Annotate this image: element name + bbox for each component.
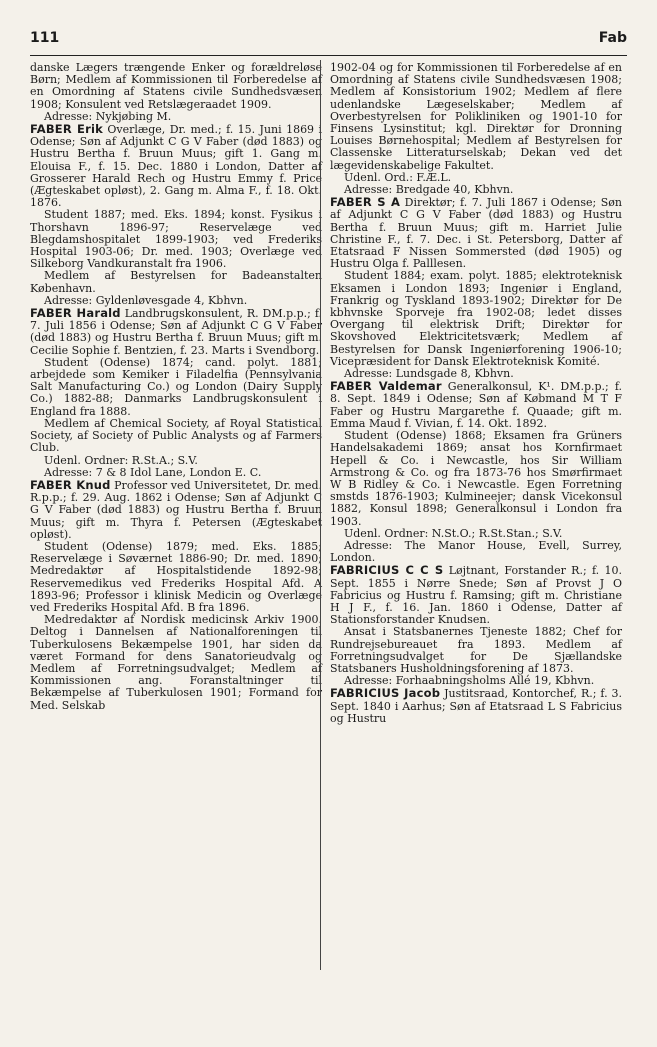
entry-paragraph: Student (Odense) 1868; Eksamen fra Grüners Handelsakademi 1869; ansat hos Kornfirmaet Hepell & Co. i Newcastle, hos Sir William Armstrong & Co. og fra 1873-76 hos Smørfirmaet W B Ridley & Co. i Newcastle. Egen Forretning smstds 1876-1903; Kulmineejer; dansk Vicekonsul 1882, Konsul 1898; Generalkonsul i London fra 1903.	[330, 429, 622, 528]
address-line: Adresse: The Manor House, Evell, Surrey, London.	[330, 538, 622, 565]
entry-name: FABRICIUS Jacob	[330, 686, 441, 701]
address-line: Adresse: Gyldenløvesgade 4, Kbhvn.	[44, 293, 248, 307]
entry-paragraph: danske Lægers trængende Enker og forældreløse Børn; Medlem af Kommissionen til Forberedelse af en Omordning af Statens civile Sundhedsvæsen 1908; Konsulent ved Retslægeraadet 1909.	[30, 61, 322, 111]
address-line: Adresse: Nykjøbing M.	[44, 109, 172, 123]
entry-paragraph: Student (Odense) 1879; med. Eks. 1885; Reservelæge i Søværnet 1886-90; Dr. med. 1890; Medredaktør af Hospitalstidende 1892-98; Reservemedikus ved Frederiks Hospital Afd. A 1893-96; Professor i klinisk Medicin og Overlæge ved Frederiks Hospital Afd. B fra 1896.	[30, 539, 322, 614]
entry-paragraph: 1902-04 og for Kommissionen til Forberedelse af en Omordning af Statens civile Sundhedsvæsen 1908; Medlem af Konsistorium 1902; Medlem af flere udenlandske Lægeselskaber; Medlem af Overbestyrelsen for Polikliniken og 1901-10 for Finsens Lysinstitut; kgl. Direktør for Dronning Louises Børnehospital; Medlem af Bestyrelsen for Classenske Litteraturselskab; Dekan ved det lægevidenskabelige Fakultet.	[330, 61, 622, 172]
address-line: Udenl. Ordner: R.St.A.; S.V.	[44, 453, 198, 467]
entry-paragraph: Student 1884; exam. polyt. 1885; elektroteknisk Eksamen i London 1893; Ingeniør i England, Frankrig og Tyskland 1893-1902; Direktør for De kbhvnske Sporveje fra 1902-08; ledet disses Overgang til elektrisk Drift; Direktør for Skovshoved Elektricitetsværk; Medlem af Bestyrelsen for Dansk Ingeniørforening 1906-10; Vicepræsident for Dansk Elektroteknisk Komité.	[330, 269, 622, 368]
address-line: Udenl. Ord.: F.Æ.L.	[344, 170, 452, 184]
entry-paragraph: FABER Erik Overlæge, Dr. med.; f. 15. Juni 1869 i Odense; Søn af Adjunkt C G V Faber (død 1883) og Hustru Bertha f. Bruun Muus; gift 1. Gang m. Elouisa F., f. 15. Dec. 1880 i London, Datter af Grosserer Harald Rech og Hustru Emmy f. Price (Ægteskabet opløst), 2. Gang m. Alma F., f. 18. Okt. 1876.	[30, 122, 322, 210]
page-number: 111	[30, 30, 60, 46]
entry-paragraph: FABER Knud Professor ved Universitetet, Dr. med. R.p.p.; f. 29. Aug. 1862 i Odense; Søn af Adjunkt C G V Faber (død 1883) og Hustru Bertha f. Bruun Muus; gift m. Thyra f. Petersen (Ægteskabet opløst).	[30, 477, 322, 541]
address-line: Adresse: Bredgade 40, Kbhvn.	[344, 183, 514, 197]
entry-paragraph: FABRICIUS C C S Løjtnant, Forstander R.; f. 10. Sept. 1855 i Nørre Snede; Søn af Provst J O Fabricius og Hustru f. Ramsing; gift m. Christiane H J F., f. 16. Jan. 1860 i Odense, Datter af Stationsforstander Knudsen.	[330, 563, 622, 627]
left-column	[30, 62, 322, 712]
entry-paragraph: FABRICIUS Jacob Justitsraad, Kontorchef, R.; f. 3. Sept. 1840 i Aarhus; Søn af Etatsraad L S Fabricius og Hustru	[330, 686, 623, 725]
entry-name: FABER Erik	[30, 122, 103, 137]
entry-paragraph: FABER Valdemar Generalkonsul, K¹. DM.p.p.; f. 8. Sept. 1849 i Odense; Søn af Købmand M T F Faber og Hustru Margarethe f. Quaade; gift m. Emma Maud f. Vivian, f. 14. Okt. 1892.	[330, 379, 623, 430]
entry-name: FABER S A	[330, 195, 401, 210]
entry-paragraph: Medredaktør af Nordisk medicinsk Arkiv 1900. Deltog i Dannelsen af Nationalforeningen til Tuberkulosens Bekæmpelse 1901, har siden da været Formand for dens Sanatorieudvalg og Medlem af Forretningsudvalget; Medlem af Kommissionen ang. Foranstaltninger til Bekæmpelse af Tuberkulosen 1901; Formand for Med. Selskab	[30, 613, 322, 712]
entry-paragraph: FABER Harald Landbrugskonsulent, R. DM.p.p.; f. 7. Juli 1856 i Odense; Søn af Adjunkt C G V Faber (død 1883) og Hustru Bertha f. Bruun Muus; gift m. Cecilie Sophie f. Bentzien, f. 23. Marts i Svendborg.	[30, 306, 322, 357]
entry-paragraph: Ansat i Statsbanernes Tjeneste 1882; Chef for Rundrejsebureauet fra 1893. Medlem af Forretningsudvalget for De Sjællandske Statsbaners Husholdningsforening af 1873.	[330, 625, 622, 675]
running-title: Fab	[598, 30, 627, 46]
entry-paragraph: Medlem af Bestyrelsen for Badeanstalten København.	[30, 269, 322, 295]
entry-paragraph: FABER S A Direktør; f. 7. Juli 1867 i Odense; Søn af Adjunkt C G V Faber (død 1883) og Hustru Bertha f. Bruun Muus; gift m. Harriet Julie Christine F., f. 7. Dec. i St. Petersborg, Datter af Etatsraad F Nissen Sommersted (død 1905) og Hustru Olga f. Palllesen.	[330, 195, 622, 271]
header-rule	[30, 55, 627, 56]
address-line: Udenl. Ordner: N.St.O.; R.St.Stan.; S.V.	[344, 526, 563, 540]
entry-name: FABER Valdemar	[330, 379, 442, 394]
right-column	[330, 62, 622, 725]
column-divider	[320, 60, 321, 970]
address-line: Adresse: 7 & 8 Idol Lane, London E. C.	[44, 465, 262, 479]
entry-paragraph: Student (Odense) 1874; cand. polyt. 1881; arbejdede som Kemiker i Filadelfia (Pennsylvania Salt Manufacturing Co.) og London (Dairy Supply Co.) 1882-88; Danmarks Landbrugskonsulent i England fra 1888.	[30, 355, 322, 418]
entry-paragraph: Student 1887; med. Eks. 1894; konst. Fysikus i Thorshavn 1896-97; Reservelæge ved Blegdamshospitalet 1899-1903; ved Frederiks Hospital 1903-06; Dr. med. 1903; Overlæge ved Silkeborg Vandkuranstalt fra 1906.	[30, 208, 322, 271]
address-line: Adresse: Lundsgade 8, Kbhvn.	[344, 367, 514, 381]
address-line: Adresse: Forhaabningsholms Allé 19, Kbhvn.	[344, 674, 595, 688]
entry-name: FABRICIUS C C S	[330, 563, 444, 578]
entry-name: FABER Harald	[30, 306, 121, 321]
page-header	[30, 30, 627, 54]
entry-name: FABER Knud	[30, 477, 111, 492]
entry-paragraph: Medlem af Chemical Society, af Royal Statistical Society, af Society of Public Analysts og af Farmers Club.	[30, 416, 322, 455]
